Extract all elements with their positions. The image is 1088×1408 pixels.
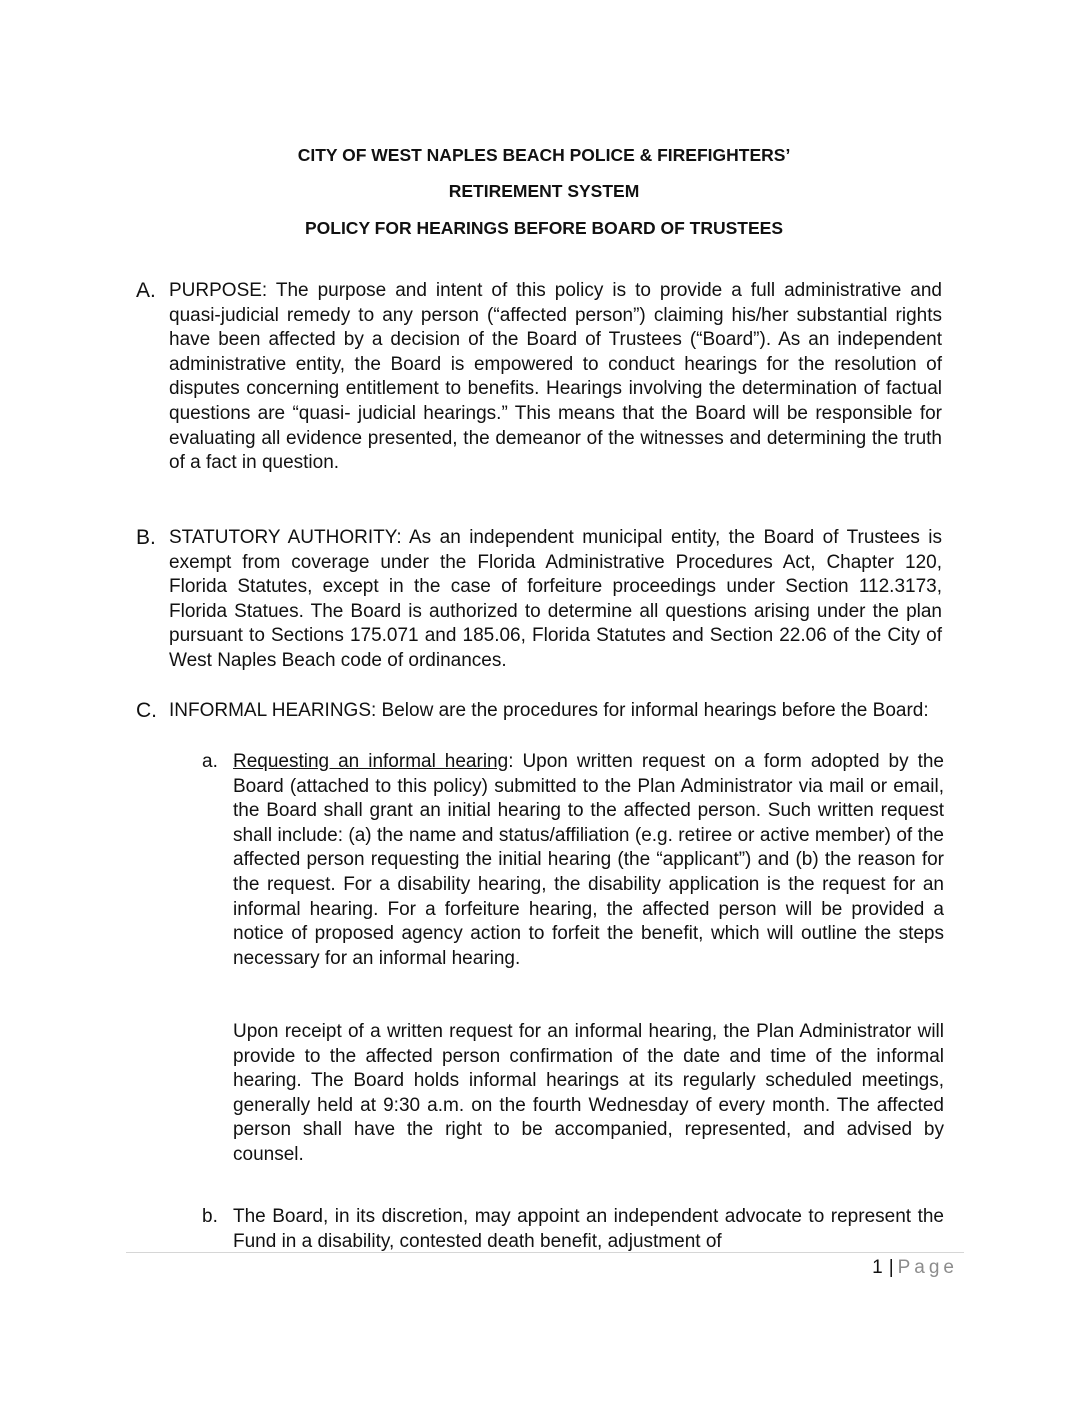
page-footer <box>872 1256 958 1280</box>
subitem-text: The Board, in its discretion, may appoint an independent advocate to represent the Fund in a disability, contested death benefit, adjustment of <box>233 1206 944 1252</box>
subitem-text: : Upon written request on a form adopted by the Board (attached to this policy) submitted to the Plan Administrator via mail or email, the Board shall grant an initial hearing to the affected person. Such written request shall include: (a) the name and status/affiliation (e.g. retiree or active member) of the affected person requesting the initial hearing (the “applicant”) and (b) the reason for the request. For a disability hearing, the disability application is the request for an informal hearing. For a forfeiture hearing, the affected person will be provided a notice of proposed agency action to forfeit the benefit, which will outline the steps necessary for an informal hearing. <box>233 751 944 969</box>
subitem-marker: b. <box>202 1206 218 1227</box>
subitem-paragraph: Upon receipt of a written request for an informal hearing, the Plan Administrator will provide to the affected person confirmation of the date and time of the informal hearing. The Board holds informal hearings at its regularly scheduled meetings, generally held at 9:30 a.m. on the fourth Wednesday of every month. The affected person shall have the right to be accompanied, represented, and advised by counsel. <box>233 1021 944 1165</box>
document-title-line-1: CITY OF WEST NAPLES BEACH POLICE & FIREFIGHTERS’ <box>297 145 791 165</box>
subitem-text-block <box>233 750 944 971</box>
subitem-requesting-informal-hearing <box>202 750 944 971</box>
section-marker: C. <box>136 699 157 722</box>
document-title-line-3: POLICY FOR HEARINGS BEFORE BOARD OF TRUSTEES <box>304 218 784 238</box>
footer-divider <box>126 1252 964 1253</box>
footer-separator: | <box>888 1257 894 1278</box>
section-text: PURPOSE: The purpose and intent of this policy is to provide a full administrative and quasi-judicial remedy to any person (“affected person”) claiming his/her substantial rights have been affected by a decision of the Board of Trustees (“Board”). As an independent administrative entity, the Board is empowered to conduct hearings for the resolution of disputes concerning entitlement to benefits. Hearings involving the determination of factual questions are “quasi- judicial hearings.” This means that the Board will be responsible for evaluating all evidence presented, the demeanor of the witnesses and determining the truth of a fact in question. <box>169 280 942 474</box>
section-marker: B. <box>136 526 156 549</box>
subitem-marker: a. <box>202 751 218 772</box>
section-statutory-authority <box>136 526 942 674</box>
page-number: 1 <box>872 1257 883 1278</box>
section-marker: A. <box>136 279 156 302</box>
section-text: STATUTORY AUTHORITY: As an independent municipal entity, the Board of Trustees is exempt from coverage under the Florida Administrative Procedures Act, Chapter 120, Florida Statutes, except in the case of forfeiture proceedings under Section 112.3173, Florida Statues. The Board is authorized to determine all questions arising under the plan pursuant to Sections 175.071 and 185.06, Florida Statutes and Section 22.06 of the City of West Naples Beach code of ordinances. <box>169 527 942 671</box>
section-text: INFORMAL HEARINGS: Below are the procedures for informal hearings before the Board: <box>169 700 929 721</box>
section-informal-hearings <box>136 699 942 724</box>
page-label: Page <box>897 1257 958 1278</box>
subitem-independent-advocate <box>202 1205 944 1254</box>
subitem-heading: Requesting an informal hearing <box>233 751 509 772</box>
section-purpose <box>136 279 942 476</box>
document-title-line-2: RETIREMENT SYSTEM <box>448 181 640 201</box>
